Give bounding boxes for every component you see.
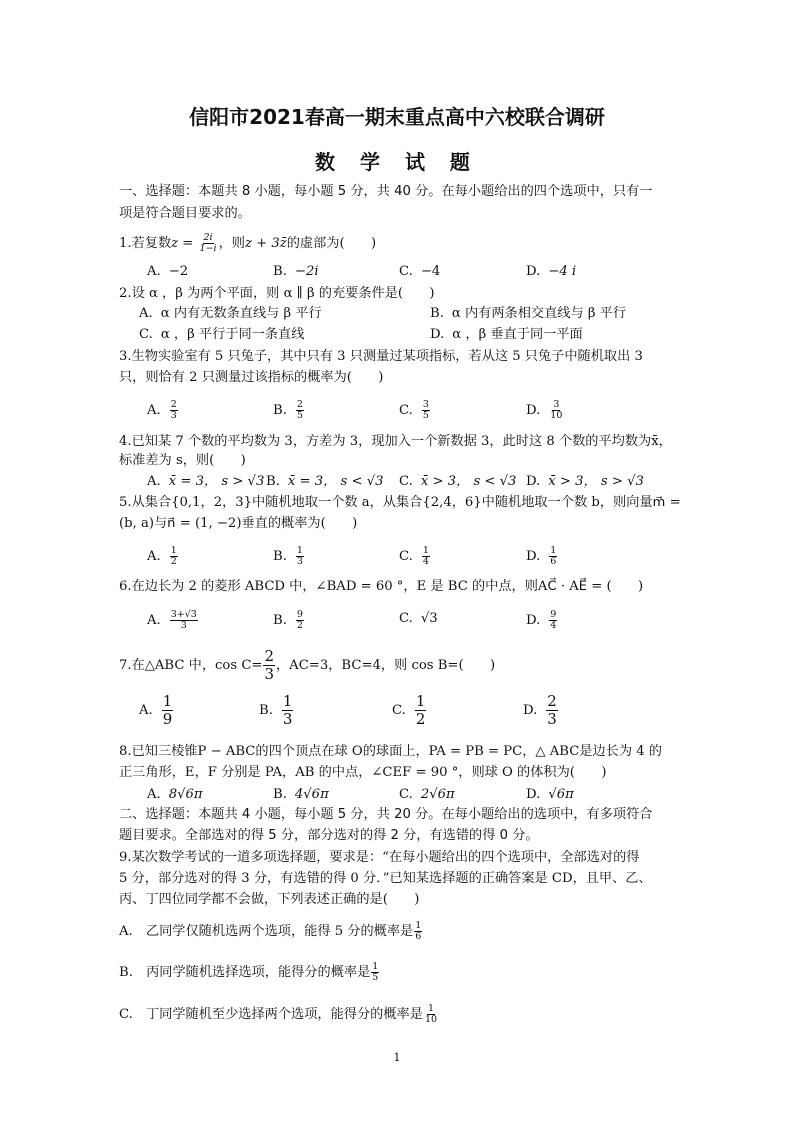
q5-option-b[interactable]: B. $\frac{1}{3}$	[273, 545, 303, 567]
q2-option-c[interactable]: C. α ，β 平行于同一条直线	[139, 327, 305, 342]
q7-option-c[interactable]: C. $\frac{1}{2}$	[392, 692, 426, 728]
q2-option-a[interactable]: A. α 内有无数条直线与 β 平行	[139, 306, 322, 321]
q1-option-c[interactable]: C. −4	[399, 264, 441, 279]
q4-stem-line1: 4.已知某 7 个数的平均数为 3，方差为 3，现加入一个新数据 3，此时这 8 个数的平均数为x̄，	[119, 434, 672, 449]
q8-stem-line1: 8.已知三棱锥P − ABC的四个顶点在球 O的球面上，PA = PB = PC，△ ABC是边长为 4 的	[119, 744, 662, 759]
q9-option-a[interactable]: A. 乙同学仅随机选两个选项，能得 5 分的概率是 $\frac{1}{6}$	[119, 920, 422, 942]
q8-stem-line2: 正三角形，E，F 分别是 PA，AB 的中点，∠CEF = 90 °，则球 O 的体积为( )	[119, 765, 607, 780]
q6-option-b[interactable]: B. $\frac{9}{2}$	[273, 609, 303, 631]
q5-option-d[interactable]: D. $\frac{1}{6}$	[526, 545, 557, 567]
page-number: 1	[393, 1051, 401, 1064]
q3-option-c[interactable]: C. $\frac{3}{5}$	[399, 399, 429, 421]
q5-stem-line1: 5.从集合{0,1，2，3}中随机地取一个数 a，从集合{2,4，6}中随机地取一个数 b，则向量m⃗ =	[119, 495, 681, 510]
q1-frac-den: 1−i	[199, 243, 217, 254]
q7-option-a[interactable]: A. $\frac{1}{9}$	[139, 692, 173, 728]
q8-option-b[interactable]: B. 4√6π	[273, 787, 329, 802]
section1-instructions-line1: 一、选择题：本题共 8 小题，每小题 5 分，共 40 分。在每小题给出的四个选项中，只有一	[119, 184, 653, 199]
q3-option-b[interactable]: B. $\frac{2}{5}$	[273, 399, 303, 421]
q1-option-b[interactable]: B. −2i	[273, 264, 319, 279]
q3-option-a[interactable]: A. $\frac{2}{3}$	[147, 399, 177, 421]
q2-stem: 2.设 α ，β 为两个平面，则 α ∥ β 的充要条件是( )	[119, 286, 435, 301]
exam-title: 信阳市2021春高一期末重点高中六校联合调研	[189, 105, 605, 129]
q8-option-a[interactable]: A. 8√6π	[147, 787, 203, 802]
q1-expr: z + 3z̄	[244, 236, 287, 251]
q4-option-d[interactable]: D. x̄ > 3， s > √3	[526, 474, 644, 489]
q3-option-d[interactable]: D. $\frac{3}{10}$	[526, 399, 563, 421]
q6-option-c[interactable]: C. √3	[399, 611, 438, 626]
q9-option-b[interactable]: B. 丙同学随机选择选项，能得分的概率是 $\frac{1}{5}$	[119, 961, 379, 983]
q1-stem	[119, 233, 376, 254]
q2-option-b[interactable]: B. α 内有两条相交直线与 β 平行	[430, 306, 627, 321]
q7-stem	[119, 648, 495, 683]
q6-option-d[interactable]: D. $\frac{9}{4}$	[526, 609, 557, 631]
q7-options	[119, 693, 679, 733]
q4-option-b[interactable]: B. x̄ = 3， s < √3	[266, 474, 384, 489]
q1-eq: =	[178, 236, 198, 251]
q7-option-b[interactable]: B. $\frac{1}{3}$	[259, 692, 293, 728]
q1-prefix: 1.若复数	[119, 236, 172, 251]
q1-option-a[interactable]: A. −2	[147, 264, 189, 279]
q1-z: z	[171, 236, 179, 251]
q7-suffix: ，AC=3，BC=4，则 cos B=( )	[276, 658, 496, 673]
q1-fraction	[199, 233, 218, 254]
q5-option-c[interactable]: C. $\frac{1}{4}$	[399, 545, 429, 567]
q5-stem-line2: (b, a)与n⃗ = (1, −2)垂直的概率为( )	[119, 516, 358, 531]
q4-option-c[interactable]: C. x̄ > 3， s < √3	[399, 474, 517, 489]
q5-option-a[interactable]: A. $\frac{1}{2}$	[147, 545, 177, 567]
q1-suffix: 的虚部为( )	[286, 236, 377, 251]
q9-stem-line3: 丙、丁四位同学都不会做，下列表述正确的是( )	[119, 892, 420, 907]
q3-stem-line2: 只，则恰有 2 只测量过该指标的概率为( )	[119, 370, 384, 385]
q1-frac-num: 2i	[203, 232, 213, 243]
q6-option-a[interactable]: A. $\frac{3+√3}{3}$	[147, 609, 197, 631]
q4-stem-line2: 标准差为 s，则( )	[119, 453, 246, 468]
q4-option-a[interactable]: A. x̄ = 3， s > √3	[147, 474, 265, 489]
q3-stem-line1: 3.生物实验室有 5 只兔子，其中只有 3 只测量过某项指标，若从这 5 只兔子中随机取出 3	[119, 349, 643, 364]
q8-option-c[interactable]: C. 2√6π	[399, 787, 455, 802]
q8-option-d[interactable]: D. √6π	[526, 787, 574, 802]
section2-instructions-line2: 题目要求。全部选对的得 5 分，部分选对的得 2 分，有选错的得 0 分。	[119, 828, 539, 843]
section2-instructions-line1: 二、选择题：本题共 4 小题，每小题 5 分，共 20 分。在每小题给出的选项中，有多项符合	[119, 807, 653, 822]
q6-stem: 6.在边长为 2 的菱形 ABCD 中，∠BAD = 60 °，E 是 BC 的中点，则AC⃗ · AE⃗ = ( )	[119, 579, 644, 594]
section1-instructions-line2: 项是符合题目要求的。	[119, 206, 251, 221]
q1-option-d[interactable]: D. −4 i	[526, 264, 577, 279]
q7-prefix: 7.在△ABC 中，cos C=	[119, 658, 263, 673]
q7-fraction: $\frac{2}{3}$	[264, 647, 274, 683]
q9-stem-line2: 5 分，部分选对的得 3 分，有选错的得 0 分．”已知某选择题的正确答案是 CD，且甲、乙、	[119, 871, 652, 886]
exam-subtitle: 数 学 试 题	[315, 150, 479, 174]
q7-option-d[interactable]: D. $\frac{2}{3}$	[523, 692, 557, 728]
q9-stem-line1: 9.某次数学考试的一道多项选择题，要求是：“在每小题给出的四个选项中，全部选对的得	[119, 850, 640, 865]
q1-mid: ，则	[218, 236, 245, 251]
q9-option-c[interactable]: C. 丁同学随机至少选择两个选项，能得分的概率是 $\frac{1}{10}$	[119, 1003, 438, 1025]
q2-option-d[interactable]: D. α ，β 垂直于同一平面	[430, 327, 583, 342]
